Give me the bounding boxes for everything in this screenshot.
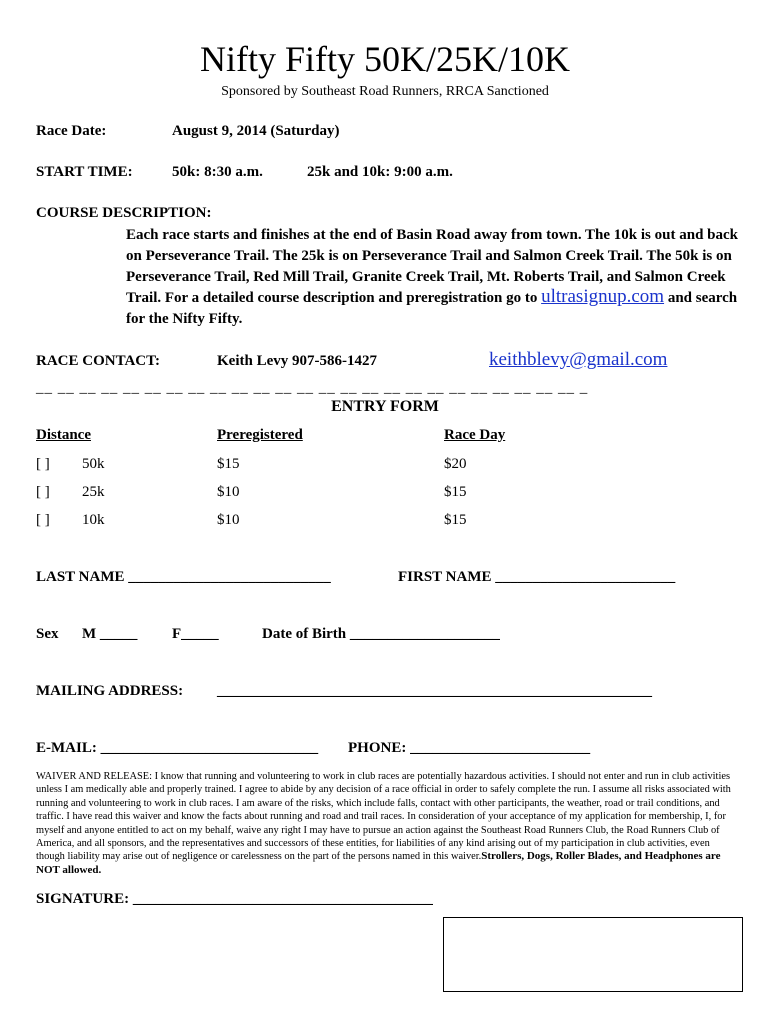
start-time-50k: 50k: 8:30 a.m.	[172, 164, 263, 180]
mailing-address-label: MAILING ADDRESS:	[36, 683, 184, 699]
race-date-label: Race Date:	[36, 123, 107, 139]
preregistered-header: Preregistered	[217, 427, 303, 443]
sex-label: Sex	[36, 626, 59, 642]
raceday-price-50k: $20	[444, 456, 467, 472]
page-title: Nifty Fifty 50K/25K/10K	[199, 39, 570, 79]
signature-field[interactable]: SIGNATURE: ________________________________________	[36, 891, 433, 907]
course-text-before-link: Each race starts and finishes at the end of Basin Road away from town. The 10k is out and back on Perseverance Trail. The 25k is on Perseverance Trail and Salmon Creek Trail. The 50k is on Perseverance Trail, Red Mill Trail, Granite Creek Trail, Mt. Roberts Trail, and Salmon Creek Trail. For a detailed course description and preregistration go to	[126, 227, 739, 307]
waiver-bold-note: Strollers, Dogs, Roller Blades, and Headphones are NOT allowed.	[36, 850, 721, 876]
mailing-address-field[interactable]: __________________________________________________________	[217, 683, 652, 699]
entry-form-title: ENTRY FORM	[331, 398, 439, 415]
checkbox-10k[interactable]: [ ]	[36, 512, 50, 528]
race-contact-label: RACE CONTACT:	[36, 353, 161, 369]
waiver-text	[36, 770, 734, 877]
prereg-price-10k: $10	[217, 512, 240, 528]
distance-10k: 10k	[82, 512, 105, 528]
checkbox-25k[interactable]: [ ]	[36, 484, 50, 500]
course-description-text	[126, 225, 738, 330]
prereg-price-25k: $10	[217, 484, 240, 500]
divider-line: __ __ __ __ __ __ __ __ __ __ __ __ __ __ __ __ __ __ __ __ __ __ __ __ __ _	[36, 380, 589, 396]
start-time-25k-10k: 25k and 10k: 9:00 a.m.	[307, 164, 453, 180]
last-name-field[interactable]: LAST NAME ___________________________	[36, 569, 331, 585]
contact-email-link[interactable]: keithblevy@gmail.com	[489, 349, 668, 370]
ultrasignup-link[interactable]: ultrasignup.com	[541, 286, 665, 308]
phone-field[interactable]: PHONE: ________________________	[348, 740, 591, 756]
distance-header: Distance	[36, 427, 91, 443]
date-of-birth-field[interactable]: Date of Birth ____________________	[262, 626, 500, 642]
distance-50k: 50k	[82, 456, 105, 472]
first-name-field[interactable]: FIRST NAME ________________________	[398, 569, 676, 585]
course-text-after-link: and search for the Nifty Fifty.	[126, 290, 738, 328]
waiver-body: WAIVER AND RELEASE: I know that running and volunteering to work in club races are potentially hazardous activities. I should not enter and run in club activities unless I am medically able and properly trained. I agree to abide by any decision of a race official in order to safely complete the run. I assume all risks associated with running and volunteering to work in club races. I am aware of the risks, which include falls, contact with other participants, the weather, road or trail conditions, and traffic. I have read this waiver and know the facts about running and road and trail races. In consideration of your acceptance of my application for membership, I, for myself and anyone entitled to act on my behalf, waive any right I may have to pursue an action against the Southeast Road Runners Club, the Road Runners Club of America, and all sponsors, and the representatives and successors of these entities, for liabilities of any kind arising out of my participation in club activities, even though liability may arise out of negligence or carelessness on the part of the persons named in this waiver.	[36, 771, 731, 863]
distance-25k: 25k	[82, 484, 105, 500]
page-subtitle: Sponsored by Southeast Road Runners, RRCA Sanctioned	[221, 84, 549, 99]
raceday-price-25k: $15	[444, 484, 467, 500]
raceday-price-10k: $15	[444, 512, 467, 528]
sex-m-field[interactable]: M _____	[82, 626, 138, 642]
checkbox-50k[interactable]: [ ]	[36, 456, 50, 472]
signature-box[interactable]	[443, 917, 743, 992]
start-time-label: START TIME:	[36, 164, 133, 180]
email-field[interactable]: E-MAIL: _____________________________	[36, 740, 319, 756]
race-date-value: August 9, 2014 (Saturday)	[172, 123, 340, 139]
course-description-label: COURSE DESCRIPTION:	[36, 205, 212, 221]
sex-f-field[interactable]: F_____	[172, 626, 219, 642]
prereg-price-50k: $15	[217, 456, 240, 472]
race-contact-name-phone: Keith Levy 907-586-1427	[217, 353, 377, 369]
race-day-header: Race Day	[444, 427, 506, 443]
